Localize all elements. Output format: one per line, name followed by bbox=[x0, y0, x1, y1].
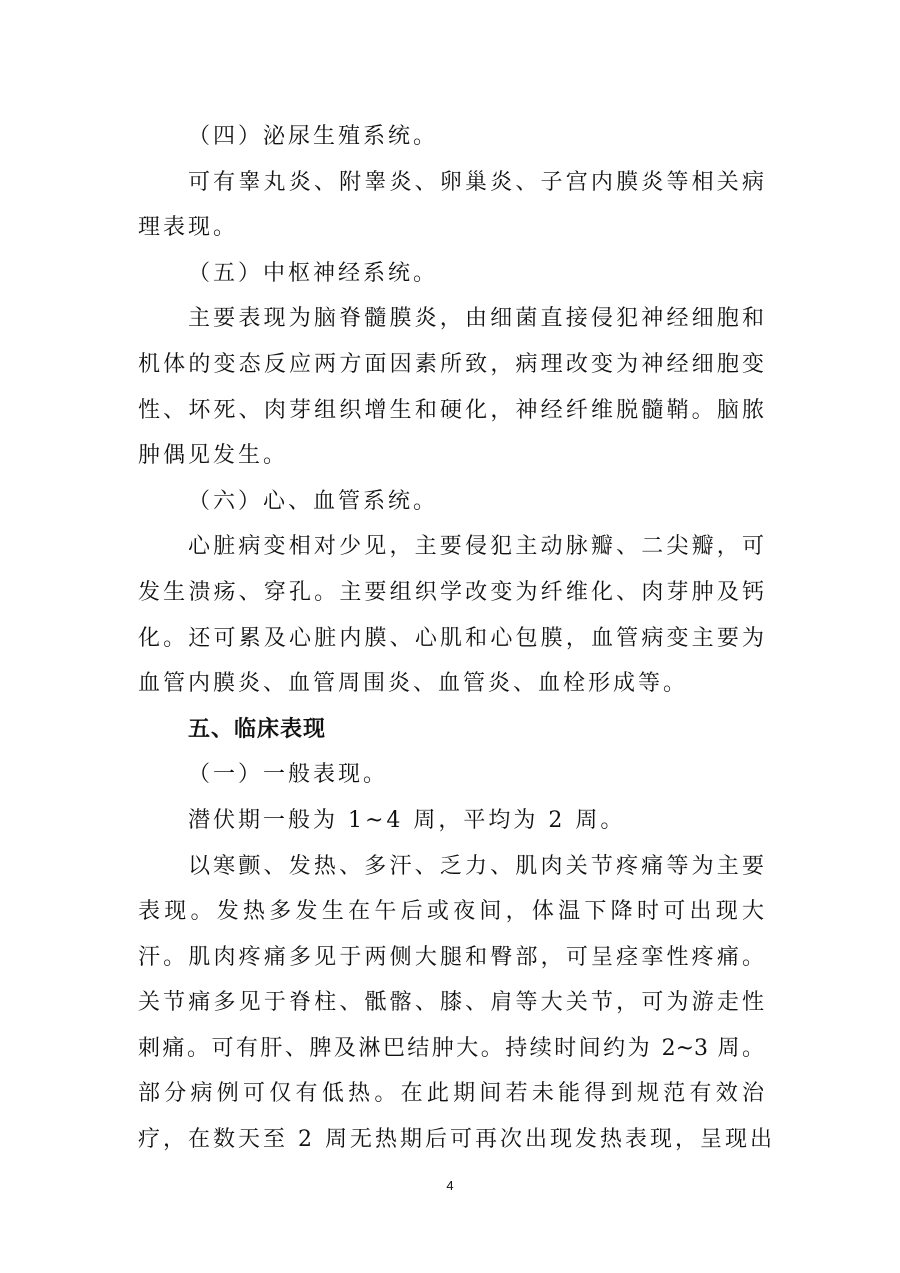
subsection-heading bbox=[138, 752, 764, 798]
subsection-heading bbox=[138, 251, 764, 297]
text-line: 理表现。 bbox=[138, 215, 239, 241]
text-line: （六）心、血管系统。 bbox=[188, 488, 439, 514]
text-line: （一）一般表现。 bbox=[188, 762, 389, 788]
text-line: 发生溃疡、穿孔。主要组织学改变为纤维化、肉芽肿及钙 bbox=[138, 579, 764, 605]
text-line: 化。还可累及心脏内膜、心肌和心包膜，血管病变主要为 bbox=[138, 625, 764, 651]
text-line: 关节痛多见于脊柱、骶髂、膝、肩等大关节，可为游走性 bbox=[138, 990, 764, 1016]
text-line: 潜伏期一般为 1~4 周，平均为 2 周。 bbox=[188, 807, 626, 833]
text-line: 血管内膜炎、血管周围炎、血管炎、血栓形成等。 bbox=[138, 671, 689, 697]
text-line: 肿偶见发生。 bbox=[138, 443, 289, 469]
page-number: 4 bbox=[446, 1178, 454, 1193]
text-line: 汗。肌肉疼痛多见于两侧大腿和臀部，可呈痉挛性疼痛。 bbox=[138, 944, 764, 970]
text-line: 主要表现为脑脊髓膜炎，由细菌直接侵犯神经细胞和 bbox=[188, 306, 764, 332]
text-line: 表现。发热多发生在午后或夜间，体温下降时可出现大 bbox=[138, 899, 764, 925]
text-line: 机体的变态反应两方面因素所致，病理改变为神经细胞变 bbox=[138, 351, 764, 377]
text-line: 部分病例可仅有低热。在此期间若未能得到规范有效治 bbox=[138, 1081, 764, 1107]
section-heading bbox=[138, 707, 764, 753]
text-line: 五、临床表现 bbox=[188, 716, 327, 742]
text-line: 心脏病变相对少见，主要侵犯主动脉瓣、二尖瓣，可 bbox=[188, 534, 764, 560]
text-line: （五）中枢神经系统。 bbox=[188, 260, 439, 286]
text-line: 性、坏死、肉芽组织增生和硬化，神经纤维脱髓鞘。脑脓 bbox=[138, 397, 764, 423]
text-line: 刺痛。可有肝、脾及淋巴结肿大。持续时间约为 2~3 周。 bbox=[138, 1035, 764, 1061]
text-line: 疗，在数天至 2 周无热期后可再次出现发热表现，呈现出 bbox=[138, 1127, 775, 1153]
subsection-heading bbox=[138, 114, 764, 160]
text-line: 可有睾丸炎、附睾炎、卵巢炎、子宫内膜炎等相关病 bbox=[188, 169, 764, 195]
text-line: （四）泌尿生殖系统。 bbox=[188, 124, 439, 149]
paragraph bbox=[138, 160, 764, 251]
document-body bbox=[138, 114, 775, 1163]
paragraph bbox=[138, 798, 764, 844]
paragraph bbox=[138, 524, 764, 706]
text-line: 以寒颤、发热、多汗、乏力、肌肉关节疼痛等为主要 bbox=[188, 853, 764, 879]
paragraph bbox=[138, 296, 764, 478]
paragraph bbox=[138, 844, 775, 1163]
subsection-heading bbox=[138, 479, 764, 525]
